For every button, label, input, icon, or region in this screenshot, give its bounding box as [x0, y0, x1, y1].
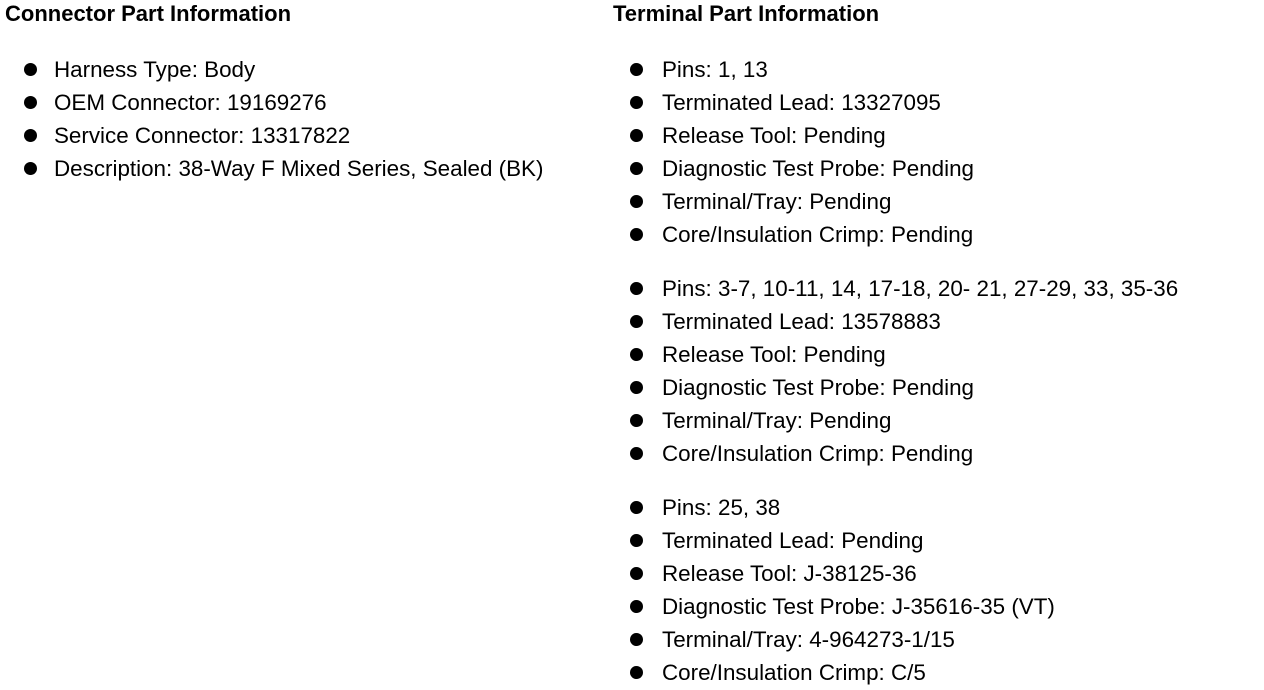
list-item: Terminated Lead: 13578883	[613, 305, 1258, 338]
bullet-icon	[24, 63, 37, 76]
list-item: Diagnostic Test Probe: Pending	[613, 371, 1258, 404]
bullet-icon	[630, 282, 643, 295]
bullet-icon	[630, 414, 643, 427]
list-item: Release Tool: Pending	[613, 338, 1258, 371]
list-item: Harness Type: Body	[5, 53, 605, 86]
list-item: Terminated Lead: 13327095	[613, 86, 1258, 119]
bullet-icon	[630, 447, 643, 460]
terminal-group-list	[613, 272, 1258, 470]
list-item: Description: 38-Way F Mixed Series, Sealed (BK)	[5, 152, 605, 185]
terminal-group-list	[613, 53, 1258, 251]
list-item: Core/Insulation Crimp: Pending	[613, 218, 1258, 251]
list-item: Pins: 3-7, 10-11, 14, 17-18, 20- 21, 27-29, 33, 35-36	[613, 272, 1258, 305]
bullet-icon	[630, 348, 643, 361]
terminal-part-information-section	[613, 0, 1258, 689]
bullet-icon	[24, 162, 37, 175]
list-item: Terminated Lead: Pending	[613, 524, 1258, 557]
list-item: Release Tool: J-38125-36	[613, 557, 1258, 590]
bullet-icon	[630, 633, 643, 646]
bullet-icon	[24, 129, 37, 142]
bullet-icon	[630, 228, 643, 241]
bullet-icon	[630, 162, 643, 175]
terminal-group-list	[613, 491, 1258, 689]
bullet-icon	[630, 501, 643, 514]
connector-heading: Connector Part Information	[5, 1, 292, 26]
list-item: Terminal/Tray: Pending	[613, 404, 1258, 437]
bullet-icon	[630, 63, 643, 76]
terminal-heading: Terminal Part Information	[613, 1, 880, 26]
list-item: Service Connector: 13317822	[5, 119, 605, 152]
list-item: Core/Insulation Crimp: Pending	[613, 437, 1258, 470]
list-item: Terminal/Tray: Pending	[613, 185, 1258, 218]
bullet-icon	[630, 195, 643, 208]
bullet-icon	[630, 96, 643, 109]
bullet-icon	[630, 666, 643, 679]
list-item: Pins: 25, 38	[613, 491, 1258, 524]
list-item: Release Tool: Pending	[613, 119, 1258, 152]
list-item: Core/Insulation Crimp: C/5	[613, 656, 1258, 689]
bullet-icon	[630, 534, 643, 547]
bullet-icon	[630, 129, 643, 142]
bullet-icon	[630, 381, 643, 394]
list-item: Terminal/Tray: 4-964273-1/15	[613, 623, 1258, 656]
bullet-icon	[24, 96, 37, 109]
bullet-icon	[630, 600, 643, 613]
connector-list	[5, 53, 605, 185]
bullet-icon	[630, 567, 643, 580]
list-item: Pins: 1, 13	[613, 53, 1258, 86]
list-item: Diagnostic Test Probe: J-35616-35 (VT)	[613, 590, 1258, 623]
list-item: Diagnostic Test Probe: Pending	[613, 152, 1258, 185]
bullet-icon	[630, 315, 643, 328]
connector-part-information-section	[5, 0, 605, 185]
list-item: OEM Connector: 19169276	[5, 86, 605, 119]
